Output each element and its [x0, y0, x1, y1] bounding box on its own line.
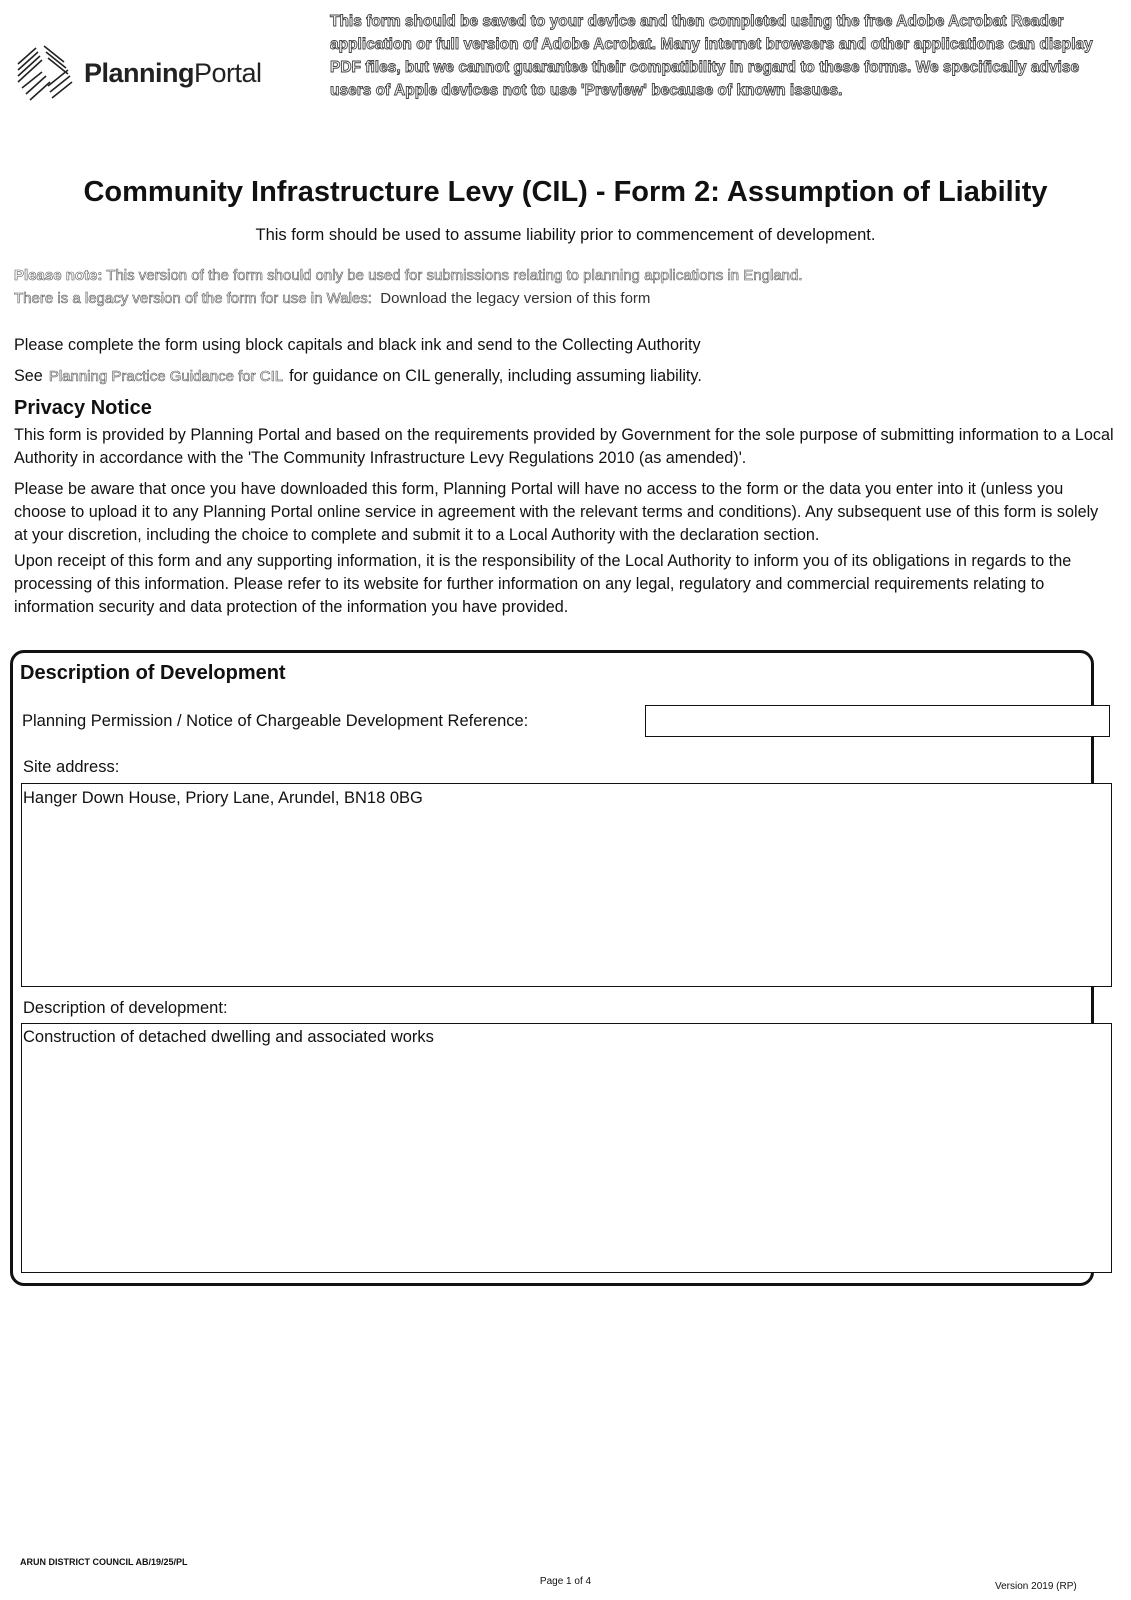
description-label: Description of development: — [23, 999, 228, 1017]
planning-portal-logo — [14, 42, 284, 102]
logo-text-light: Portal — [194, 58, 262, 88]
please-note — [14, 264, 1114, 310]
see-suffix: for guidance on CIL generally, including assuming liability. — [289, 367, 702, 385]
privacy-paragraph-1: This form is provided by Planning Portal and based on the requirements provided by Government for the sole purpose of submitting information to a Local Authority in accordance with the 'The Community Infrastructure Levy Regulations 2010 (as amended)'. — [14, 426, 1114, 467]
privacy-paragraph-3: Upon receipt of this form and any supporting information, it is the responsibility of the Local Authority to inform you of its obligations in regards to the processing of this information. Please refer to its website for further information on any legal, regulatory and commercial requirements relating to information security and data protection of the information you have provided. — [14, 552, 1072, 616]
description-value: Construction of detached dwelling and associated works — [23, 1028, 434, 1046]
reference-input[interactable] — [645, 705, 1110, 737]
footer-council-reference: ARUN DISTRICT COUNCIL AB/19/25/PL — [20, 1557, 188, 1567]
please-note-text-2: There is a legacy version of the form for use in Wales: — [14, 290, 372, 307]
please-note-line1 — [14, 264, 1114, 287]
site-address-label: Site address: — [23, 758, 120, 776]
download-legacy-link[interactable]: Download the legacy version of this form — [380, 290, 651, 307]
guidance-link[interactable]: Planning Practice Guidance for CIL — [48, 368, 284, 385]
page-title: Community Infrastructure Levy (CIL) - Form 2: Assumption of Liability — [83, 176, 1048, 208]
page-subtitle: This form should be used to assume liability prior to commencement of development. — [255, 226, 876, 244]
reference-label: Planning Permission / Notice of Chargeable Development Reference: — [22, 712, 529, 730]
advisory-notice: This form should be saved to your device and then completed using the free Adobe Acrobat Reader application or full version of Adobe Acrobat. Many internet browsers and other applications can display PDF files, but we cannot guarantee their compatibility in regard to these forms. We specifically advise users of Apple devices not to use 'Preview' because of known issues. — [330, 13, 1093, 99]
privacy-heading: Privacy Notice — [14, 397, 152, 419]
planning-portal-logo-icon — [14, 42, 76, 106]
please-note-label: Please note: — [14, 267, 103, 284]
site-address-field[interactable] — [21, 783, 1112, 987]
see-prefix: See — [14, 367, 43, 385]
footer-version: Version 2019 (RP) — [995, 1581, 1077, 1592]
footer-page-number: Page 1 of 4 — [539, 1576, 592, 1587]
description-field[interactable] — [21, 1023, 1112, 1273]
instruction-see — [14, 365, 1114, 388]
development-heading: Description of Development — [20, 662, 286, 684]
logo-text-bold: Planning — [84, 58, 194, 88]
logo-wordmark — [84, 58, 262, 89]
site-address-value: Hanger Down House, Priory Lane, Arundel, BN18 0BG — [23, 789, 423, 807]
instruction-complete: Please complete the form using block capitals and black ink and send to the Collecting Authority — [14, 336, 701, 354]
privacy-paragraph-2: Please be aware that once you have downloaded this form, Planning Portal will have no access to the form or the data you enter into it (unless you choose to upload it to any Planning Portal online service in agreement with the relevant terms and conditions). Any subsequent use of this form is solely at your discretion, including the choice to complete and submit it to a Local Authority with the declaration section. — [14, 480, 1099, 544]
please-note-line2 — [14, 287, 1114, 310]
please-note-text-1: This version of the form should only be used for submissions relating to planning applications in England. — [106, 267, 803, 284]
